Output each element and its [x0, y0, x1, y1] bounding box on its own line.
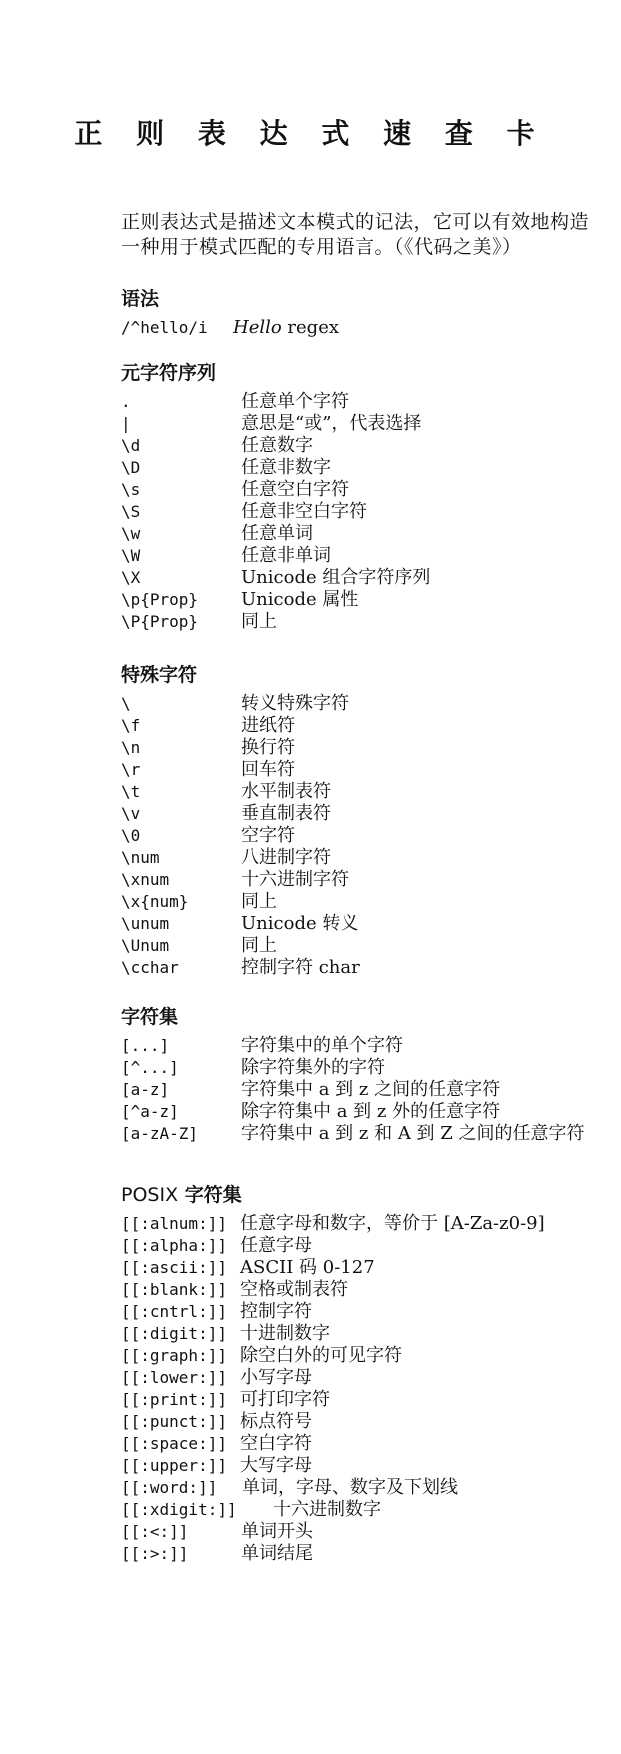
- desc: 单词结尾: [241, 1543, 313, 1564]
- desc: 除字符集外的字符: [241, 1057, 385, 1078]
- key: [[:space:]]: [121, 1434, 227, 1453]
- special-list: [121, 693, 611, 979]
- table-row: [121, 759, 611, 781]
- special-heading: 特殊字符: [121, 664, 198, 686]
- table-row: [121, 1257, 611, 1279]
- desc: ASCII 码 0-127: [240, 1257, 375, 1278]
- key: \unum: [121, 914, 170, 933]
- key: \d: [121, 436, 141, 455]
- desc: 小写字母: [240, 1367, 312, 1388]
- desc: 任意数字: [241, 435, 313, 456]
- desc: 同上: [241, 611, 277, 632]
- table-row: [121, 693, 611, 715]
- table-row: [121, 1389, 611, 1411]
- posix-heading-text: 字符集: [178, 1184, 242, 1206]
- key: [[:cntrl:]]: [121, 1302, 227, 1321]
- desc: Unicode 属性: [241, 589, 359, 610]
- syntax-example-rest: regex: [281, 317, 340, 338]
- desc: 十六进制数字: [273, 1499, 381, 1520]
- key: \W: [121, 546, 141, 565]
- key: [[:punct:]]: [121, 1412, 227, 1431]
- desc: 回车符: [241, 759, 295, 780]
- charsets-list: [121, 1035, 611, 1167]
- table-row: [121, 391, 611, 413]
- key: [...]: [121, 1036, 170, 1055]
- desc: 除字符集中 a 到 z 外的任意字符: [241, 1101, 501, 1122]
- table-row: [121, 1477, 611, 1499]
- key: \0: [121, 826, 141, 845]
- table-row: [121, 957, 611, 979]
- table-row: [121, 935, 611, 957]
- table-row: [121, 1123, 611, 1167]
- syntax-heading: 语法: [121, 288, 160, 310]
- key: \t: [121, 782, 141, 801]
- desc: 垂直制表符: [241, 803, 331, 824]
- key: \P{Prop}: [121, 612, 199, 631]
- key: [[:xdigit:]]: [121, 1500, 237, 1519]
- key: [[:ascii:]]: [121, 1258, 227, 1277]
- syntax-example-pattern: /^hello/i: [121, 318, 208, 337]
- key: [[:alnum:]]: [121, 1214, 227, 1233]
- desc: 任意单词: [241, 523, 313, 544]
- charsets-section: [121, 1002, 611, 1167]
- desc: 单词开头: [241, 1521, 313, 1542]
- table-row: [121, 1213, 611, 1235]
- key: .: [121, 392, 131, 411]
- syntax-section: [121, 284, 611, 339]
- posix-heading: [121, 1180, 611, 1207]
- table-row: [121, 737, 611, 759]
- desc: 标点符号: [240, 1411, 312, 1432]
- key: [^a-z]: [121, 1102, 179, 1121]
- table-row: [121, 1101, 611, 1123]
- desc: 空白字符: [240, 1433, 312, 1454]
- desc: 字符集中的单个字符: [241, 1035, 403, 1056]
- desc: 任意非单词: [241, 545, 331, 566]
- table-row: [121, 523, 611, 545]
- table-row: [121, 545, 611, 567]
- table-row: [121, 803, 611, 825]
- metachars-section: [121, 358, 611, 633]
- table-row: [121, 1543, 611, 1565]
- posix-section: [121, 1180, 611, 1565]
- table-row: [121, 1521, 611, 1543]
- key: \Unum: [121, 936, 170, 955]
- key: \p{Prop}: [121, 590, 199, 609]
- key: \s: [121, 480, 141, 499]
- desc: 任意空白字符: [241, 479, 349, 500]
- desc: Unicode 转义: [241, 913, 359, 934]
- posix-list: [121, 1213, 611, 1565]
- desc: 任意单个字符: [241, 391, 349, 412]
- charsets-heading: 字符集: [121, 1006, 179, 1028]
- desc: 可打印字符: [240, 1389, 330, 1410]
- table-row: [121, 1345, 611, 1367]
- metachars-heading: 元字符序列: [121, 362, 217, 384]
- table-row: [121, 1035, 611, 1057]
- table-row: [121, 435, 611, 457]
- table-row: [121, 1499, 611, 1521]
- table-row: [121, 413, 611, 435]
- syntax-example-word: Hello: [233, 317, 282, 338]
- table-row: [121, 1301, 611, 1323]
- key: [[:<:]]: [121, 1522, 189, 1541]
- table-row: [121, 1455, 611, 1477]
- desc: 单词，字母、数字及下划线: [242, 1477, 458, 1498]
- key: \num: [121, 848, 160, 867]
- key: \f: [121, 716, 141, 735]
- desc: 任意非空白字符: [241, 501, 367, 522]
- key: |: [121, 414, 131, 433]
- table-row: [121, 1279, 611, 1301]
- key: \: [121, 694, 131, 713]
- metachars-list: [121, 391, 611, 633]
- key: \xnum: [121, 870, 170, 889]
- key: [[:print:]]: [121, 1390, 227, 1409]
- table-row: [121, 1057, 611, 1079]
- key: \S: [121, 502, 141, 521]
- table-row: [121, 457, 611, 479]
- table-row: [121, 1411, 611, 1433]
- desc: 十六进制字符: [241, 869, 349, 890]
- table-row: [121, 567, 611, 589]
- key: [[:alpha:]]: [121, 1236, 227, 1255]
- table-row: [121, 913, 611, 935]
- desc: 空字符: [241, 825, 295, 846]
- desc: 大写字母: [240, 1455, 312, 1476]
- key: [a-zA-Z]: [121, 1124, 199, 1143]
- desc: 意思是“或”，代表选择: [241, 413, 422, 434]
- desc: 转义特殊字符: [241, 693, 349, 714]
- table-row: [121, 611, 611, 633]
- desc: 控制字符: [240, 1301, 312, 1322]
- desc: 进纸符: [241, 715, 295, 736]
- desc: 任意字母和数字，等价于 [A-Za-z0-9]: [240, 1213, 545, 1234]
- key: [a-z]: [121, 1080, 170, 1099]
- key: [[:lower:]]: [121, 1368, 227, 1387]
- key: [^...]: [121, 1058, 179, 1077]
- desc: Unicode 组合字符序列: [241, 567, 431, 588]
- key: [[:>:]]: [121, 1544, 189, 1563]
- table-row: [121, 501, 611, 523]
- desc: 字符集中 a 到 z 之间的任意字符: [241, 1079, 501, 1100]
- table-row: [121, 781, 611, 803]
- key: \x{num}: [121, 892, 189, 911]
- table-row: [121, 715, 611, 737]
- key: \D: [121, 458, 141, 477]
- table-row: [121, 1367, 611, 1389]
- key: \w: [121, 524, 141, 543]
- desc: 水平制表符: [241, 781, 331, 802]
- syntax-example-desc: [233, 317, 603, 339]
- key: [[:upper:]]: [121, 1456, 227, 1475]
- key: \X: [121, 568, 141, 587]
- key: \r: [121, 760, 141, 779]
- table-row: [121, 891, 611, 913]
- special-section: [121, 660, 611, 979]
- table-row: [121, 1433, 611, 1455]
- key: \n: [121, 738, 141, 757]
- table-row: [121, 589, 611, 611]
- desc: 任意非数字: [241, 457, 331, 478]
- key: [[:word:]]: [121, 1478, 218, 1497]
- desc: 八进制字符: [241, 847, 331, 868]
- desc: 换行符: [241, 737, 295, 758]
- key: [[:digit:]]: [121, 1324, 227, 1343]
- key: [[:graph:]]: [121, 1346, 227, 1365]
- table-row: [121, 1323, 611, 1345]
- posix-heading-prefix: POSIX: [121, 1184, 179, 1206]
- page-title: 正 则 表 达 式 速 查 卡: [74, 117, 547, 150]
- table-row: [121, 479, 611, 501]
- table-row: [121, 847, 611, 869]
- table-row: [121, 1235, 611, 1257]
- key: [[:blank:]]: [121, 1280, 227, 1299]
- key: \v: [121, 804, 141, 823]
- syntax-example-row: [121, 317, 611, 339]
- key: \cchar: [121, 958, 179, 977]
- desc: 同上: [241, 935, 277, 956]
- desc: 控制字符 char: [241, 957, 360, 978]
- table-row: [121, 1079, 611, 1101]
- desc: 空格或制表符: [240, 1279, 348, 1300]
- desc: 同上: [241, 891, 277, 912]
- desc: 除空白外的可见字符: [240, 1345, 402, 1366]
- desc: 十进制数字: [240, 1323, 330, 1344]
- intro-paragraph: 正则表达式是描述文本模式的记法，它可以有效地构造一种用于模式匹配的专用语言。（《代码之美》）: [121, 211, 590, 258]
- desc: 字符集中 a 到 z 和 A 到 Z 之间的任意字符: [241, 1123, 585, 1144]
- desc: 任意字母: [240, 1235, 312, 1256]
- table-row: [121, 825, 611, 847]
- table-row: [121, 869, 611, 891]
